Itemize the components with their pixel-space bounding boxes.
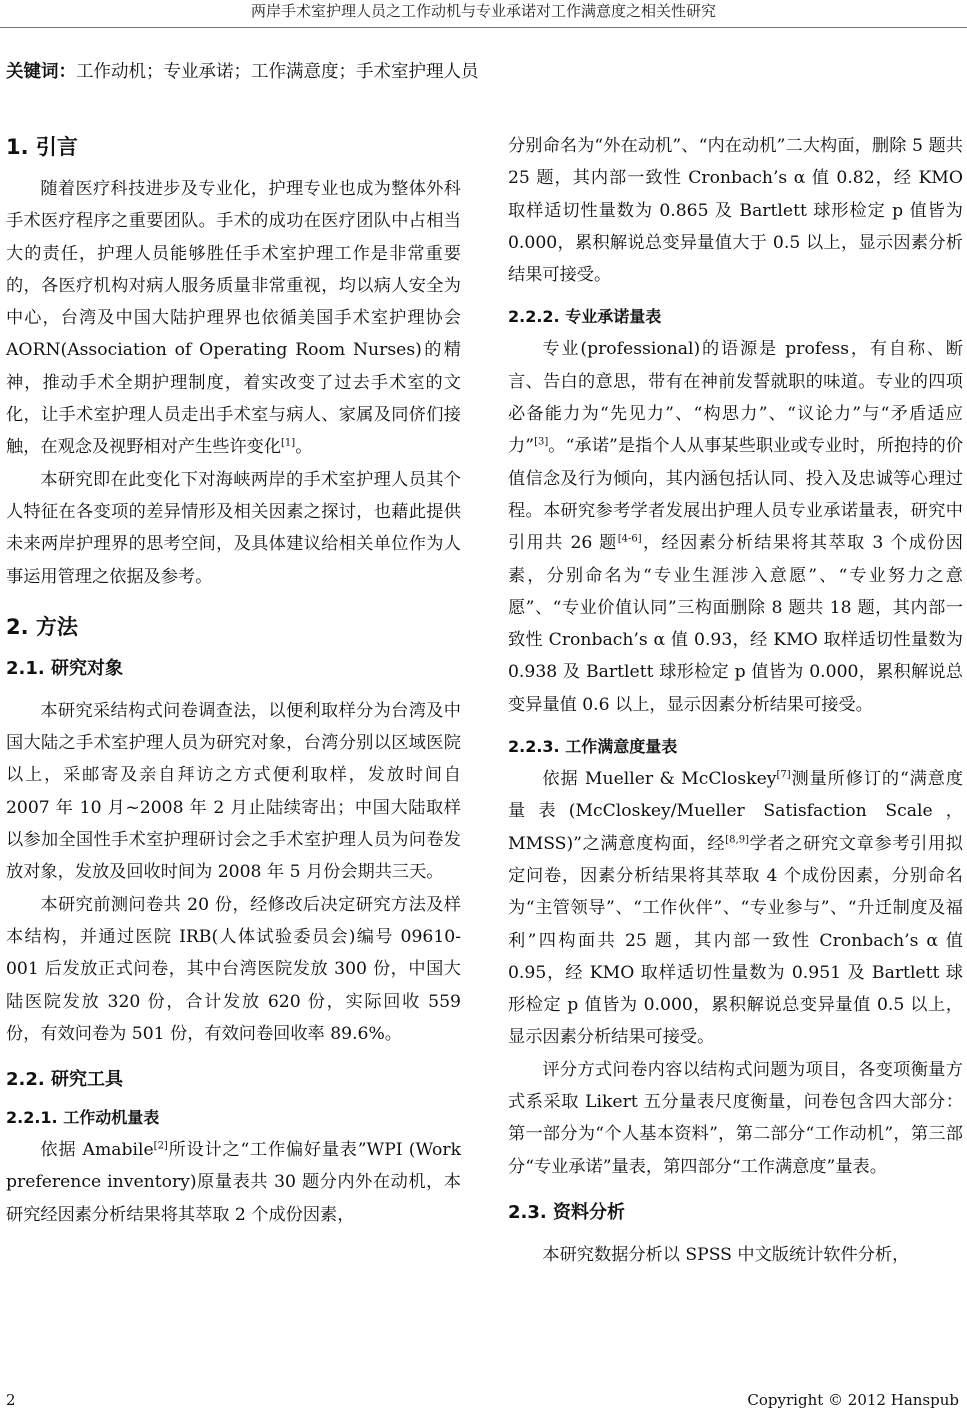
- section-title-2-2-3: 2.2.3. 工作满意度量表: [508, 737, 678, 757]
- header-rule: [0, 27, 967, 28]
- keywords-label: 关键词：: [6, 62, 76, 82]
- keywords-text: 工作动机；专业承诺；工作满意度；手术室护理人员: [76, 62, 479, 82]
- s21-paragraph-2: 本研究前测问卷共 20 份，经修改后决定研究方法及样本结构，并通过医院 IRB(人体试验委员会)编号 09610-001 后发放正式问卷，其中台湾医院发放 300 份，中国大陆医院发放 320 份，合计发放 620 份，实际回收 559 份，有效问卷为 501 份，有效问卷回收率 89.6%。: [6, 894, 461, 1044]
- citation-4-6[interactable]: [4-6]: [617, 533, 642, 545]
- intro-paragraph-1: 随着医疗科技进步及专业化，护理专业也成为整体外科手术医疗程序之重要团队。手术的成功在医疗团队中占相当大的责任，护理人员能够胜任手术室护理工作是非常重要的，各医疗机构对病人服务质量非常重视，均以病人安全为中心，台湾及中国大陆护理界也依循美国手术室护理协会 AORN(Association of Operating Room Nurses)的精神，推动手术全期护理制度，着实改变了过去手术室的文化，让手术室护理人员走出手术室与病人、家属及同侪们接触，在观念及视野相对产生些许变化[1]。: [6, 179, 461, 458]
- s221-paragraph-continued: 分别命名为“外在动机”、“内在动机”二大构面，删除 5 题共 25 题，其内部一致性 Cronbach’s α 值 0.82，经 KMO 取样适切性量数为 0.865 及 Bartlett 球形检定 p 值皆为 0.000，累积解说总变异量值大于 0.5 以上，显示因素分析结果可接受。: [508, 136, 963, 286]
- keywords-line: [6, 58, 479, 86]
- left-column: [6, 127, 461, 1231]
- section-title-2-1: 2.1. 研究对象: [6, 657, 123, 679]
- running-head: 两岸手术室护理人员之工作动机与专业承诺对工作满意度之相关性研究: [250, 2, 716, 20]
- section-title-2-2: 2.2. 研究工具: [6, 1069, 123, 1091]
- copyright: Copyright © 2012 Hanspub: [747, 1391, 959, 1409]
- s23-paragraph-1: 本研究数据分析以 SPSS 中文版统计软件分析，: [542, 1244, 910, 1265]
- s221-paragraph-1: 依据 Amabile[2]所设计之“工作偏好量表”WPI (Work preference inventory)原量表共 30 题分内外在动机，本研究经因素分析结果将其萃取 2 个成份因素，: [6, 1140, 461, 1225]
- section-title-2-2-1: 2.2.1. 工作动机量表: [6, 1108, 160, 1128]
- section-title-2-3: 2.3. 资料分析: [508, 1201, 625, 1223]
- citation-3[interactable]: [3]: [534, 436, 549, 448]
- s222-paragraph-1: 专业(professional)的语源是 profess，有自称、断言、告白的意思，带有在神前发誓就职的味道。专业的四项必备能力为“先见力”、“构思力”、“议论力”与“矛盾适应力”[3]。“承诺”是指个人从事某些职业或专业时，所抱持的价值信念及行为倾向，其内涵包括认同、投入及忠诚等心理过程。本研究参考学者发展出护理人员专业承诺量表，研究中引用共 26 题[4-6]，经因素分析结果将其萃取 3 个成份因素，分别命名为“专业生涯涉入意愿”、“专业努力之意愿”、“专业价值认同”三构面删除 8 题共 18 题，其内部一致性 Cronbach’s α 值 0.93，经 KMO 取样适切性量数为 0.938 及 Bartlett 球形检定 p 值皆为 0.000，累积解说总变异量值 0.6 以上，显示因素分析结果可接受。: [508, 339, 964, 715]
- intro-paragraph-2: 本研究即在此变化下对海峡两岸的手术室护理人员其个人特征在各变项的差异情形及相关因素之探讨，也藉此提供未来两岸护理界的思考空间，及具体建议给相关单位作为人事运用管理之依据及参考。: [6, 469, 461, 587]
- s21-paragraph-1: 本研究采结构式问卷调查法，以便利取样分为台湾及中国大陆之手术室护理人员为研究对象，台湾分别以区域医院以上，采邮寄及亲自拜访之方式便利取样，发放时间自 2007 年 10 月~2008 年 2 月止陆续寄出；中国大陆取样以参加全国性手术室护理研讨会之手术室护理人员为问卷发放对象，发放及回收时间为 2008 年 5 月份会期共三天。: [6, 700, 461, 883]
- section-title-method: 2. 方法: [6, 614, 78, 639]
- s223-paragraph-2: 评分方式问卷内容以结构式问题为项目，各变项衡量方式系采取 Likert 五分量表尺度衡量，问卷包含四大部分：第一部分为“个人基本资料”，第二部分“工作动机”，第三部分“专业承诺”量表，第四部分“工作满意度”量表。: [508, 1059, 963, 1177]
- page-number: 2: [6, 1391, 16, 1409]
- citation-2[interactable]: [2]: [153, 1140, 168, 1152]
- right-column: [508, 130, 963, 1271]
- section-title-introduction: 1. 引言: [6, 135, 78, 159]
- section-title-2-2-2: 2.2.2. 专业承诺量表: [508, 307, 662, 327]
- citation-7[interactable]: [7]: [776, 769, 791, 781]
- s223-paragraph-1: 依据 Mueller & McCloskey[7]测量所修订的“满意度量表(McCloskey/Mueller Satisfaction Scale，MMSS)”之满意度构面，经[8,9]学者之研究文章参考引用拟定问卷，因素分析结果将其萃取 4 个成份因素，分别命名为“主管领导”、“工作伙伴”、“专业参与”、“升迁制度及福利”四构面共 25 题，其内部一致性 Cronbach’s α 值 0.95，经 KMO 取样适切性量数为 0.951 及 Bartlett 球形检定 p 值皆为 0.000，累积解说总变异量值 0.5 以上，显示因素分析结果可接受。: [508, 769, 964, 1048]
- citation-1[interactable]: [1]: [281, 437, 296, 449]
- citation-8-9[interactable]: [8,9]: [725, 833, 749, 845]
